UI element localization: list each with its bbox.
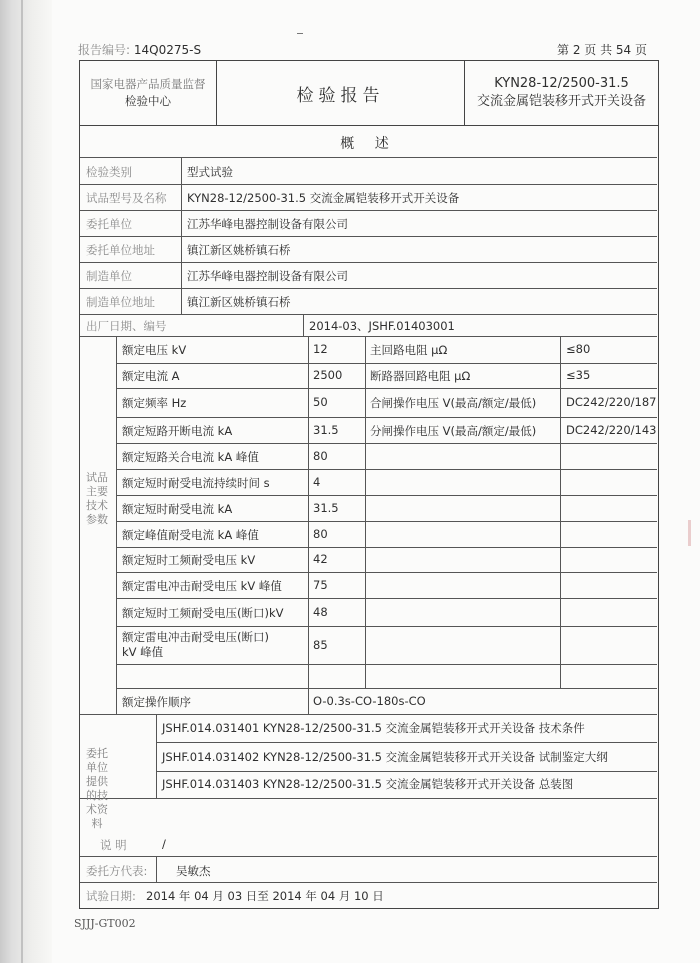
section-title: 概 述 xyxy=(340,136,397,152)
notes-label: 说 明 xyxy=(100,838,127,852)
param-value: 2500 xyxy=(313,368,343,382)
product-model: KYN28-12/2500-31.5 xyxy=(494,76,629,91)
edge-mark xyxy=(688,520,691,546)
docs-section-label: 委托单位提供的技术资料 xyxy=(86,747,108,830)
product-identification xyxy=(465,61,658,125)
param-name-2: 断路器回路电阻 μΩ xyxy=(370,369,471,383)
param-value: 85 xyxy=(313,638,328,652)
test-category-label: 检验类别 xyxy=(86,165,132,179)
params-section-label: 试品主要技术参数 xyxy=(86,471,108,526)
param-name: 额定短时工频耐受电压(断口)kV xyxy=(122,606,284,620)
production-date-value: 2014-03、JSHF.01403001 xyxy=(309,319,455,333)
client-address-label: 委托单位地址 xyxy=(86,243,155,257)
param-name-line-2: kV 峰值 xyxy=(122,645,164,659)
test-category-value: 型式试验 xyxy=(187,165,233,179)
client-label: 委托单位 xyxy=(86,217,132,231)
test-date-label: 试验日期: xyxy=(86,889,136,903)
manufacturer-address-value: 镇江新区姚桥镇石桥 xyxy=(187,295,291,309)
org-line-2: 检验中心 xyxy=(125,94,171,108)
org-line-1: 国家电器产品质量监督 xyxy=(90,77,206,91)
operating-sequence-label: 额定操作顺序 xyxy=(122,695,191,709)
param-name: 额定短时耐受电流 kA xyxy=(122,502,233,516)
report-number-value: 14Q0275-S xyxy=(133,43,202,57)
param-name: 额定短时工频耐受电压 kV xyxy=(122,553,256,567)
production-date-label: 出厂日期、编号 xyxy=(86,319,167,333)
param-value-2: ≤35 xyxy=(566,368,591,382)
client-address-value: 镇江新区姚桥镇石桥 xyxy=(187,243,291,257)
param-name: 额定电压 kV xyxy=(122,343,187,357)
param-value: 80 xyxy=(313,449,328,463)
overview-form xyxy=(79,126,659,909)
param-value: 48 xyxy=(313,605,328,619)
notes-value: / xyxy=(162,837,166,851)
specimen-value: KYN28-12/2500-31.5 交流金属铠装移开式开关设备 xyxy=(187,191,460,205)
test-date-value: 2014 年 04 月 03 日至 2014 年 04 月 10 日 xyxy=(146,889,384,903)
param-value: 50 xyxy=(313,395,328,409)
issuing-organization xyxy=(80,61,217,125)
page-number: 第 2 页 共 54 页 xyxy=(557,43,647,57)
manufacturer-label: 制造单位 xyxy=(86,269,132,283)
param-value-2: ≤80 xyxy=(566,342,591,356)
param-name: 额定短路关合电流 kA 峰值 xyxy=(122,450,259,464)
param-name-2: 合闸操作电压 V(最高/额定/最低) xyxy=(370,396,537,410)
param-name: 额定频率 Hz xyxy=(122,396,187,410)
representative-value: 吴敏杰 xyxy=(176,864,211,878)
specimen-label: 试品型号及名称 xyxy=(86,191,167,205)
report-number-label: 报告编号: xyxy=(78,43,131,57)
binding-line xyxy=(21,0,23,963)
param-value: 31.5 xyxy=(313,423,339,437)
report-number xyxy=(78,41,201,58)
param-value: 75 xyxy=(313,578,328,592)
param-name-2: 主回路电阻 μΩ xyxy=(370,343,448,357)
binding-gutter xyxy=(0,0,52,963)
param-value: 31.5 xyxy=(313,501,339,515)
report-title-block xyxy=(79,60,659,126)
form-code: SJJJ-GT002 xyxy=(74,917,136,930)
document-item: JSHF.014.031401 KYN28-12/2500-31.5 交流金属铠装移开式开关设备 技术条件 xyxy=(162,721,585,735)
param-name: 额定峰值耐受电流 kA 峰值 xyxy=(122,528,259,542)
document-item: JSHF.014.031403 KYN28-12/2500-31.5 交流金属铠装移开式开关设备 总装图 xyxy=(162,777,574,791)
param-value: 12 xyxy=(313,342,328,356)
param-value: 80 xyxy=(313,527,328,541)
header-dash xyxy=(297,33,303,34)
document-item: JSHF.014.031402 KYN28-12/2500-31.5 交流金属铠装移开式开关设备 试制鉴定大纲 xyxy=(162,750,608,764)
param-name-2: 分闸操作电压 V(最高/额定/最低) xyxy=(370,424,537,438)
param-value-2: DC242/220/143 xyxy=(566,423,657,437)
representative-label: 委托方代表: xyxy=(86,864,148,878)
client-value: 江苏华峰电器控制设备有限公司 xyxy=(187,217,348,231)
param-name: 额定电流 A xyxy=(122,369,180,383)
report-title: 检验报告 xyxy=(217,61,465,125)
manufacturer-value: 江苏华峰电器控制设备有限公司 xyxy=(187,269,348,283)
param-value: 42 xyxy=(313,552,328,566)
manufacturer-address-label: 制造单位地址 xyxy=(86,295,155,309)
param-value: 4 xyxy=(313,475,321,489)
param-name: 额定短路开断电流 kA xyxy=(122,424,233,438)
param-name: 额定雷电冲击耐受电压(断口) xyxy=(122,630,269,644)
product-name: 交流金属铠装移开式开关设备 xyxy=(476,94,646,109)
operating-sequence-value: O-0.3s-CO-180s-CO xyxy=(313,694,426,708)
param-name: 额定雷电冲击耐受电压 kV 峰值 xyxy=(122,579,282,593)
param-name: 额定短时耐受电流持续时间 s xyxy=(122,476,270,490)
param-value-2: DC242/220/187 xyxy=(566,395,657,409)
